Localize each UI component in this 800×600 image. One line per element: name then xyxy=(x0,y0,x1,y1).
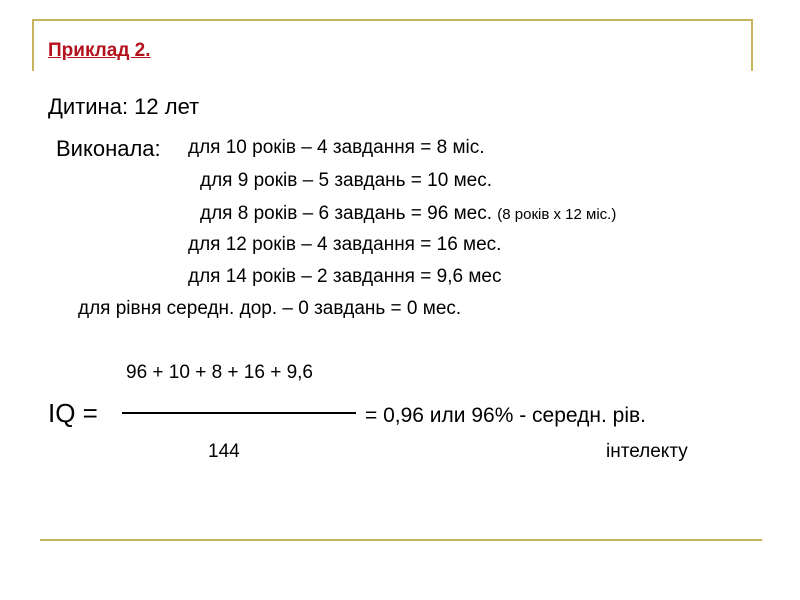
iq-label: IQ = xyxy=(48,398,98,428)
task-line-10-years: для 10 років – 4 завдання = 8 міс. xyxy=(188,137,485,158)
iq-result-suffix: інтелекту xyxy=(606,441,688,462)
task-line-12-years: для 12 років – 4 завдання = 16 мес. xyxy=(188,234,502,255)
formula-denominator: 144 xyxy=(208,441,240,462)
task-line-note: (8 років х 12 міс.) xyxy=(497,206,617,223)
formula-numerator: 96 + 10 + 8 + 16 + 9,6 xyxy=(126,362,313,383)
task-line-14-years: для 14 років – 2 завдання = 9,6 мес xyxy=(188,266,502,287)
task-line-8-years xyxy=(200,203,616,225)
frame-rule-bottom xyxy=(40,539,762,541)
frame-rule-top xyxy=(32,19,752,21)
performed-label: Виконала: xyxy=(56,136,161,161)
frame-rule-left xyxy=(32,19,34,71)
iq-result: = 0,96 или 96% - середн. рів. xyxy=(365,404,646,427)
fraction-bar xyxy=(122,412,356,414)
task-line-9-years: для 9 років – 5 завдань = 10 мес. xyxy=(200,170,492,191)
task-line-adult-level: для рівня середн. дор. – 0 завдань = 0 мес. xyxy=(78,298,462,319)
page-title: Приклад 2. xyxy=(48,40,151,61)
child-age-line: Дитина: 12 лет xyxy=(48,94,200,119)
task-line-text: для 8 років – 6 завдань = 96 мес. xyxy=(200,203,492,224)
frame-rule-right xyxy=(751,19,753,71)
